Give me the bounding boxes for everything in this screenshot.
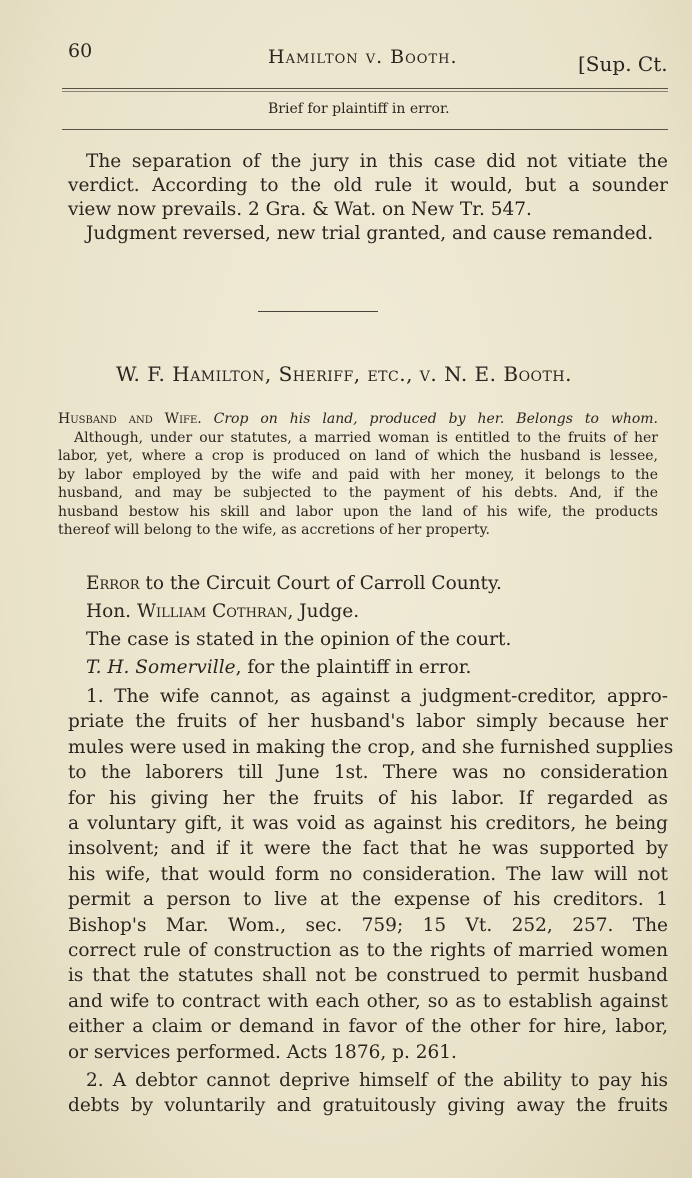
argument-line: to the laborers till June 1st. There was no consideration (68, 762, 668, 784)
argument-line: and wife to contract with each other, so as to establish against (68, 990, 668, 1012)
argument-line: is that the statutes shall not be construed to permit husband (68, 965, 668, 987)
argument-line: insolvent; and if it were the fact that he was supported by (68, 838, 668, 860)
argument-line: or services performed. Acts 1876, p. 261. (68, 1041, 457, 1063)
headnote-topic: Husband and Wife. (58, 411, 202, 427)
counsel-name: T. H. Somerville (86, 657, 236, 678)
headnote (58, 410, 658, 540)
judge-name: William Cothran (136, 601, 288, 622)
argument-line: his wife, that would form no consideration. The law will not (68, 863, 668, 885)
prior-case-line: verdict. According to the old rule it would, but a sounder (68, 175, 668, 196)
counsel-role: , for the plaintiff in error. (235, 657, 472, 678)
headnote-line: Although, under our statutes, a married woman is entitled to the fruits of her (74, 429, 658, 446)
headnote-line: husband bestow his skill and labor upon the land of his wife, the products (58, 503, 658, 520)
argument-point-2 (68, 1068, 668, 1119)
judge-suffix: , Judge. (287, 601, 360, 622)
argument-line: either a claim or demand in favor of the other for hire, labor, (68, 1016, 668, 1038)
argument-line: mules were used in making the crop, and she furnished supplies (68, 736, 674, 758)
argument-line: correct rule of construction as to the rights of married women (68, 940, 668, 962)
prior-case-line: view now prevails. 2 Gra. & Wat. on New Tr. 547. (68, 199, 532, 220)
case-title: W. F. Hamilton, Sheriff, etc., v. N. E. Booth. (116, 362, 572, 386)
section-divider (258, 311, 378, 312)
argument-line: permit a person to live at the expense of his creditors. 1 (68, 889, 668, 911)
headnote-line: thereof will belong to the wife, as accretions of her property. (58, 522, 490, 538)
prior-case-paragraph (68, 150, 668, 246)
argument-line: a voluntary gift, it was void as against his creditors, he being (68, 813, 668, 835)
headnote-line: labor, yet, where a crop is produced on land of which the husband is lessee, (58, 448, 658, 464)
header-rule-thin (62, 91, 668, 92)
argument-line: debts by voluntarily and gratuitously giving away the fruits (68, 1095, 668, 1117)
running-title: Hamilton v. Booth. (268, 46, 458, 68)
argument-line: 2. A debtor cannot deprive himself of the ability to pay his (86, 1070, 668, 1091)
headnote-subtopic: Crop on his land, produced by her. Belongs to whom. (213, 411, 658, 427)
argument-line: 1. The wife cannot, as against a judgment-creditor, appro- (86, 686, 668, 707)
argument-line: for his giving her the fruits of his labor. If regarded as (68, 787, 668, 809)
judge-prefix: Hon. (86, 601, 132, 622)
prior-case-line: The separation of the jury in this case did not vitiate the (86, 151, 668, 172)
argument-line: priate the fruits of her husband's labor simply because her (68, 711, 668, 733)
proceedings (68, 572, 668, 680)
court-abbreviation: [Sup. Ct. (578, 52, 668, 76)
brief-note: Brief for plaintiff in error. (268, 101, 450, 117)
statement-line: The case is stated in the opinion of the court. (86, 629, 512, 650)
error-label: Error (86, 573, 140, 594)
error-text: to the Circuit Court of Carroll County. (145, 573, 502, 594)
argument-line: Bishop's Mar. Wom., sec. 759; 15 Vt. 252, 257. The (68, 914, 668, 936)
header-rule-top (62, 88, 668, 89)
header-rule-bottom (62, 129, 668, 130)
judgment-line: Judgment reversed, new trial granted, and cause remanded. (86, 223, 654, 244)
page-number: 60 (68, 40, 93, 62)
headnote-line: by labor employed by the wife and paid with her money, it belongs to the (58, 466, 658, 483)
headnote-line: husband, and may be subjected to the payment of his debts. And, if the (58, 485, 658, 501)
argument-point-1 (68, 684, 674, 1065)
